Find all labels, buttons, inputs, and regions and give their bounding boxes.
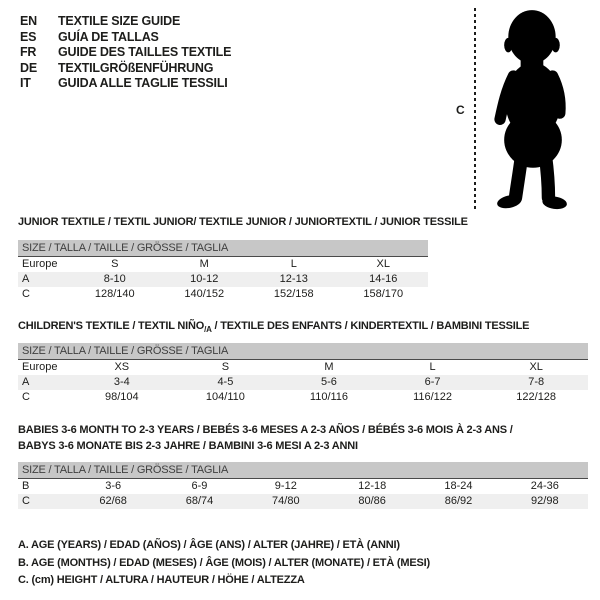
children-size-table xyxy=(18,343,588,405)
cell: 18-24 xyxy=(444,480,473,492)
language-row xyxy=(20,14,231,30)
language-header xyxy=(20,14,231,92)
cell: 12-18 xyxy=(358,480,387,492)
language-title: GUIDA ALLE TAGLIE TESSILI xyxy=(58,76,228,90)
cell: 80/86 xyxy=(358,495,386,507)
babies-title-line1: BABIES 3-6 MONTH TO 2-3 YEARS / BEBÉS 3-6 MESES A 2-3 AÑOS / BÉBÉS 3-6 MOIS À 2-3 ANS / xyxy=(18,424,513,436)
table-row xyxy=(18,494,588,509)
cell: L xyxy=(290,258,297,270)
cell: S xyxy=(111,258,119,270)
language-title: GUÍA DE TALLAS xyxy=(58,29,159,44)
cell: 86/92 xyxy=(444,495,473,507)
language-title: TEXTILE SIZE GUIDE xyxy=(58,14,181,28)
cell: 4-5 xyxy=(217,376,234,388)
footnote-b: B. AGE (MONTHS) / EDAD (MESES) / ÂGE (MOIS) / ALTER (MONATE) / ETÀ (MESI) xyxy=(18,556,430,569)
table-row xyxy=(18,360,588,375)
language-code: ES xyxy=(20,29,37,44)
size-header-bar: SIZE / TALLA / TAILLE / GRÖSSE / TAGLIA xyxy=(18,343,588,360)
language-code: DE xyxy=(20,60,37,75)
row-label: A xyxy=(22,376,30,388)
table-row xyxy=(18,257,428,272)
cell: 122/128 xyxy=(516,391,557,403)
cell: 24-36 xyxy=(530,480,559,492)
cell: 152/158 xyxy=(273,288,314,300)
height-measure-label: C xyxy=(456,103,465,117)
language-row xyxy=(20,45,231,61)
row-label: B xyxy=(22,480,30,492)
cell: M xyxy=(199,258,209,270)
cell: 68/74 xyxy=(185,495,214,507)
cell: XL xyxy=(529,361,543,373)
row-label: C xyxy=(22,391,30,403)
cell: 6-9 xyxy=(191,480,208,492)
size-header-bar: SIZE / TALLA / TAILLE / GRÖSSE / TAGLIA xyxy=(18,462,588,479)
footnotes xyxy=(18,537,430,590)
children-section-title xyxy=(18,320,529,334)
cell: 3-4 xyxy=(113,376,130,388)
children-title-main: CHILDREN'S TEXTILE / TEXTIL NIÑO xyxy=(18,320,205,332)
language-code: EN xyxy=(20,14,37,28)
table-row xyxy=(18,287,428,302)
children-title-rest: / TEXTILE DES ENFANTS / KINDERTEXTIL / BAMBINI TESSILE xyxy=(211,320,530,332)
row-label: Europe xyxy=(22,258,58,270)
row-label: C xyxy=(22,495,30,507)
cell: 12-13 xyxy=(279,273,308,285)
cell: 14-16 xyxy=(369,273,398,285)
cell: 110/116 xyxy=(309,391,349,403)
junior-section-title: JUNIOR TEXTILE / TEXTIL JUNIOR/ TEXTILE JUNIOR / JUNIORTEXTIL / JUNIOR TESSILE xyxy=(18,216,468,228)
language-code: FR xyxy=(20,45,37,59)
children-title-subscript: /A xyxy=(204,325,212,335)
cell: 7-8 xyxy=(528,376,545,388)
cell: 128/140 xyxy=(94,288,135,300)
cell: 10-12 xyxy=(190,273,219,285)
cell: S xyxy=(221,361,230,373)
size-header-bar: SIZE / TALLA / TAILLE / GRÖSSE / TAGLIA xyxy=(18,240,428,257)
junior-size-table xyxy=(18,240,428,302)
babies-section-title xyxy=(18,423,513,454)
cell: 6-7 xyxy=(424,376,441,388)
row-label: Europe xyxy=(22,361,58,373)
table-row xyxy=(18,272,428,287)
cell: 104/110 xyxy=(205,391,245,403)
cell: 116/122 xyxy=(413,391,453,403)
cell: 92/98 xyxy=(531,495,559,507)
cell: 74/80 xyxy=(272,495,300,507)
language-row xyxy=(20,30,231,46)
row-label: C xyxy=(22,288,30,300)
cell: 9-12 xyxy=(274,480,297,492)
cell: 3-6 xyxy=(105,480,122,492)
language-title: TEXTILGRÖßENFÜHRUNG xyxy=(58,60,214,75)
height-measure-dashed-line xyxy=(474,8,476,212)
cell: 140/152 xyxy=(184,288,225,300)
language-row xyxy=(20,76,231,92)
language-title: GUIDE DES TAILLES TEXTILE xyxy=(58,45,232,59)
cell: XS xyxy=(114,361,130,373)
language-code: IT xyxy=(20,76,31,90)
footnote-a: A. AGE (YEARS) / EDAD (AÑOS) / ÂGE (ANS) / ALTER (JAHRE) / ETÀ (ANNI) xyxy=(18,539,400,551)
cell: 8-10 xyxy=(103,273,126,285)
cell: XL xyxy=(376,258,390,270)
baby-silhouette-image xyxy=(484,6,582,212)
footnote-c: C. (cm) HEIGHT / ALTURA / HAUTEUR / HÖHE / ALTEZZA xyxy=(18,574,305,586)
cell: 5-6 xyxy=(321,376,337,388)
cell: L xyxy=(429,361,436,373)
table-row xyxy=(18,479,588,494)
babies-size-table xyxy=(18,462,588,509)
table-row xyxy=(18,390,588,405)
cell: M xyxy=(324,361,334,373)
row-label: A xyxy=(22,273,30,285)
babies-title-line2: BABYS 3-6 MONATE BIS 2-3 JAHRE / BAMBINI 3-6 MESI A 2-3 ANNI xyxy=(18,439,358,452)
cell: 98/104 xyxy=(104,391,139,403)
cell: 158/170 xyxy=(363,288,404,300)
cell: 62/68 xyxy=(99,495,127,507)
table-row xyxy=(18,375,588,390)
language-row xyxy=(20,61,231,77)
